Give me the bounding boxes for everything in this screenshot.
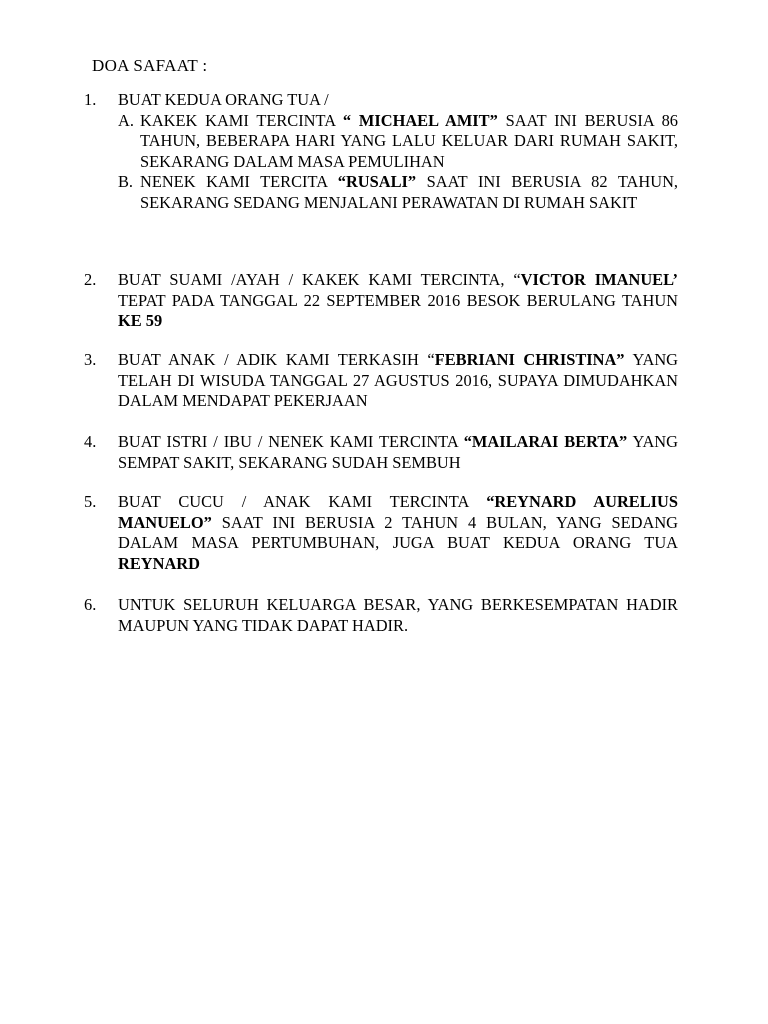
- prayer-item-1: [84, 90, 678, 213]
- sub-item-letter: B.: [118, 172, 134, 191]
- prayer-item-2: [84, 270, 678, 332]
- sub-item-text: KAKEK KAMI TERCINTA: [140, 110, 343, 130]
- sub-item-b: [118, 172, 678, 213]
- page-title: DOA SAFAAT :: [92, 56, 208, 75]
- item-text: TEPAT PADA TANGGAL 22 SEPTEMBER 2016 BESOK BERULANG TAHUN: [118, 290, 678, 310]
- sub-item-text: NENEK KAMI TERCITA: [140, 172, 338, 191]
- item-number: 3.: [84, 350, 97, 369]
- person-name: REYNARD: [118, 553, 200, 573]
- item-text: YANG TELAH DI WISUDA TANGGAL 27 AGUSTUS 2016, SUPAYA DIMUDAHKAN DALAM MENDAPAT PEKERJAAN: [118, 350, 678, 410]
- person-name: VICTOR IMANUEL’: [520, 270, 678, 289]
- item-text: BUAT CUCU / ANAK KAMI TERCINTA: [118, 492, 487, 511]
- prayer-item-6: [84, 595, 678, 636]
- age-label: KE 59: [118, 311, 163, 330]
- person-name: “RUSALI”: [337, 172, 417, 191]
- sub-item-a: [118, 111, 678, 173]
- person-name: “ MICHAEL AMIT”: [342, 110, 498, 130]
- item-number: 5.: [84, 492, 97, 511]
- item-number: 6.: [84, 595, 97, 614]
- item-text: BUAT KEDUA ORANG TUA /: [118, 90, 329, 109]
- item-number: 4.: [84, 432, 97, 451]
- person-name: “MAILARAI BERTA”: [463, 432, 628, 451]
- item-text: YANG SEMPAT SAKIT, SEKARANG SUDAH SEMBUH: [118, 432, 678, 472]
- item-text: BUAT ISTRI / IBU / NENEK KAMI TERCINTA: [118, 432, 464, 451]
- prayer-item-4: [84, 432, 678, 473]
- item-number: 1.: [84, 90, 97, 109]
- item-text: UNTUK SELURUH KELUARGA BESAR, YANG BERKESEMPATAN HADIR MAUPUN YANG TIDAK DAPAT HADIR.: [118, 595, 678, 635]
- item-text: SAAT INI BERUSIA 2 TAHUN 4 BULAN, YANG SEDANG DALAM MASA PERTUMBUHAN, JUGA BUAT KEDUA ORANG TUA: [118, 512, 678, 552]
- item-number: 2.: [84, 270, 97, 289]
- prayer-item-3: [84, 350, 678, 412]
- person-name: FEBRIANI CHRISTINA”: [434, 350, 625, 369]
- sub-item-text: SAAT INI BERUSIA 86 TAHUN, BEBERAPA HARI YANG LALU KELUAR DARI RUMAH SAKIT, SEKARANG DALAM MASA PEMULIHAN: [140, 110, 678, 171]
- person-name: “REYNARD AURELIUS MANUELO”: [118, 492, 678, 532]
- sub-item-letter: A.: [118, 110, 134, 130]
- prayer-item-5: [84, 492, 678, 574]
- item-text: BUAT ANAK / ADIK KAMI TERKASIH “: [118, 350, 435, 369]
- sub-item-text: SAAT INI BERUSIA 82 TAHUN, SEKARANG SEDANG MENJALANI PERAWATAN DI RUMAH SAKIT: [140, 172, 679, 212]
- item-text: BUAT SUAMI /AYAH / KAKEK KAMI TERCINTA, “: [118, 270, 521, 289]
